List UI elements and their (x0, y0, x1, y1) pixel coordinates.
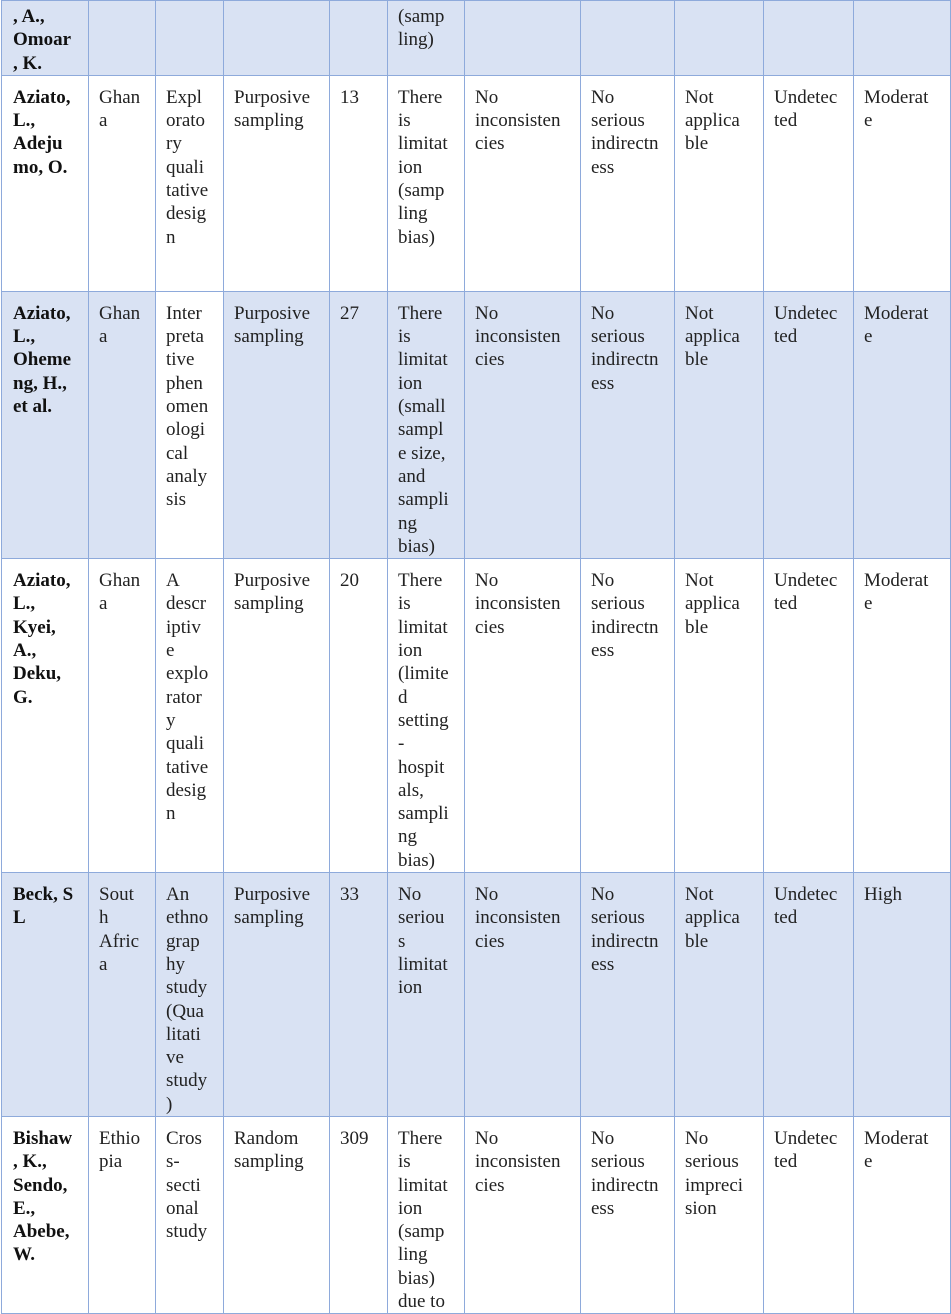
sample-size-cell: 309 (330, 1116, 388, 1313)
publication-bias-cell: Undetec ted (764, 291, 854, 558)
quality-cell: High (854, 873, 951, 1117)
table-row (2, 75, 951, 291)
publication-bias-cell: Undetec ted (764, 559, 854, 873)
indirectness-cell (581, 1, 675, 76)
country-cell: Ghan a (89, 291, 156, 558)
imprecision-cell: Not applica ble (675, 75, 764, 291)
publication-bias-cell: Undetec ted (764, 75, 854, 291)
sample-size-cell (330, 1, 388, 76)
limitations-cell: No seriou s limitat ion (388, 873, 465, 1117)
inconsistency-cell: No inconsisten cies (465, 1116, 581, 1313)
publication-bias-cell: Undetec ted (764, 873, 854, 1117)
limitations-cell: There is limitat ion (limite d setting - hospit als, sampli ng bias) (388, 559, 465, 873)
country-cell: Ethio pia (89, 1116, 156, 1313)
inconsistency-cell (465, 1, 581, 76)
inconsistency-cell: No inconsisten cies (465, 559, 581, 873)
publication-bias-cell: Undetec ted (764, 1116, 854, 1313)
indirectness-cell: No serious indirectn ess (581, 559, 675, 873)
author-cell: Bishaw , K., Sendo, E., Abebe, W. (2, 1116, 89, 1313)
quality-cell (854, 1, 951, 76)
study-design-cell: An ethno grap hy study (Qua litati ve study ) (156, 873, 224, 1117)
inconsistency-cell: No inconsisten cies (465, 291, 581, 558)
table-row (2, 559, 951, 873)
indirectness-cell: No serious indirectn ess (581, 873, 675, 1117)
author-cell: Beck, S L (2, 873, 89, 1117)
sample-size-cell: 33 (330, 873, 388, 1117)
sampling-cell (224, 1, 330, 76)
quality-cell: Moderat e (854, 1116, 951, 1313)
indirectness-cell: No serious indirectn ess (581, 75, 675, 291)
imprecision-cell: Not applica ble (675, 559, 764, 873)
sampling-cell: Purposive sampling (224, 75, 330, 291)
sample-size-cell: 13 (330, 75, 388, 291)
sample-size-cell: 27 (330, 291, 388, 558)
study-design-cell (156, 1, 224, 76)
publication-bias-cell (764, 1, 854, 76)
author-cell: Aziato, L., Oheme ng, H., et al. (2, 291, 89, 558)
country-cell: Ghan a (89, 559, 156, 873)
table-row (2, 873, 951, 1117)
table-row (2, 1, 951, 76)
imprecision-cell: No serious impreci sion (675, 1116, 764, 1313)
inconsistency-cell: No inconsisten cies (465, 75, 581, 291)
author-cell: , A., Omoar , K. (2, 1, 89, 76)
table-row (2, 291, 951, 558)
quality-cell: Moderat e (854, 291, 951, 558)
author-cell: Aziato, L., Kyei, A., Deku, G. (2, 559, 89, 873)
limitations-cell: (samp ling) (388, 1, 465, 76)
sampling-cell: Purposive sampling (224, 873, 330, 1117)
limitations-cell: There is limitat ion (samp ling bias) due to (388, 1116, 465, 1313)
sample-size-cell: 20 (330, 559, 388, 873)
quality-cell: Moderat e (854, 559, 951, 873)
study-design-cell: Expl orato ry quali tative desig n (156, 75, 224, 291)
indirectness-cell: No serious indirectn ess (581, 291, 675, 558)
country-cell (89, 1, 156, 76)
quality-cell: Moderat e (854, 75, 951, 291)
study-design-cell: Cros s- secti onal study (156, 1116, 224, 1313)
evidence-quality-table (1, 0, 951, 1314)
author-cell: Aziato, L., Adeju mo, O. (2, 75, 89, 291)
sampling-cell: Random sampling (224, 1116, 330, 1313)
imprecision-cell: Not applica ble (675, 291, 764, 558)
limitations-cell: There is limitat ion (small sampl e size, and sampli ng bias) (388, 291, 465, 558)
study-design-cell: A descr iptiv e explo rator y quali tative desig n (156, 559, 224, 873)
country-cell: Ghan a (89, 75, 156, 291)
imprecision-cell (675, 1, 764, 76)
country-cell: Sout h Afric a (89, 873, 156, 1117)
inconsistency-cell: No inconsisten cies (465, 873, 581, 1117)
table-row (2, 1116, 951, 1313)
sampling-cell: Purposive sampling (224, 291, 330, 558)
imprecision-cell: Not applica ble (675, 873, 764, 1117)
limitations-cell: There is limitat ion (samp ling bias) (388, 75, 465, 291)
sampling-cell: Purposive sampling (224, 559, 330, 873)
indirectness-cell: No serious indirectn ess (581, 1116, 675, 1313)
study-design-cell: Inter preta tive phen omen ologi cal analy sis (156, 291, 224, 558)
